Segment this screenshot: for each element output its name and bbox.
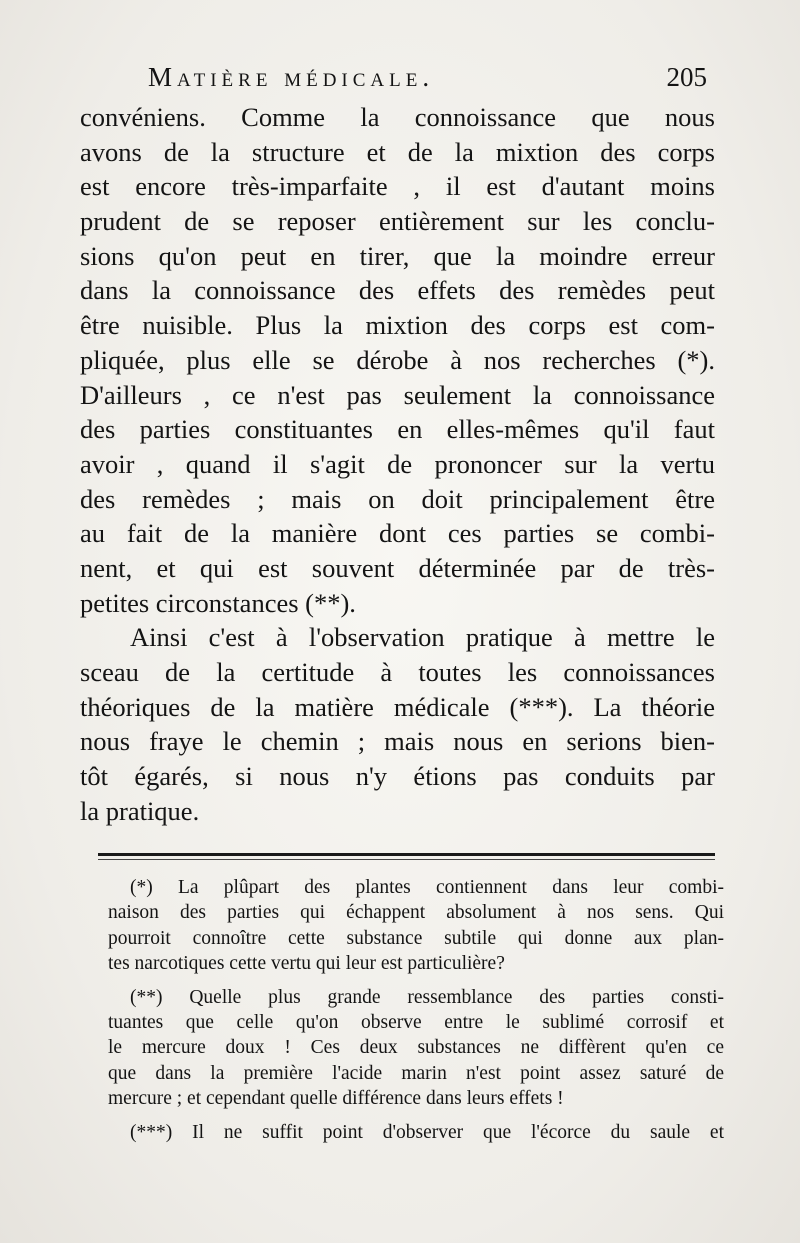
text-line: pliquée, plus elle se dérobe à nos recherches (*).: [80, 344, 715, 375]
footnote-line: (**) Quelle plus grande ressemblance des parties consti-: [130, 986, 724, 1008]
page-number: 205: [666, 62, 707, 92]
text-line: D'ailleurs , ce n'est pas seulement la connoissance: [80, 379, 715, 410]
text-line: convéniens. Comme la connoissance que nous: [80, 102, 715, 132]
text-line: prudent de se reposer entièrement sur les conclu-: [80, 206, 715, 237]
footnote-line: naison des parties qui échappent absolument à nos sens. Qui: [108, 902, 724, 924]
text-line: petites circonstances (**).: [80, 587, 356, 618]
text-line: la pratique.: [80, 795, 200, 826]
text-line: des parties constituantes en elles-mêmes qu'il faut: [80, 414, 715, 445]
footnote-line: mercure ; et cependant quelle différence dans leurs effets !: [108, 1088, 564, 1110]
footnotes: [108, 875, 724, 1145]
footnote-line: tuantes que celle qu'on observe entre le sublimé corrosif et: [108, 1011, 724, 1033]
page-header: [80, 62, 715, 102]
footnote-2: [108, 985, 724, 1112]
footnote-line: le mercure doux ! Ces deux substances ne diffèrent qu'en ce: [108, 1037, 724, 1059]
text-line: au fait de la manière dont ces parties se combi-: [80, 518, 715, 549]
text-line: nent, et qui est souvent déterminée par de très-: [80, 552, 715, 583]
text-line: tôt égarés, si nous n'y étions pas conduits par: [80, 761, 715, 792]
footnote-rule-thin: [98, 859, 715, 860]
running-head: Matière médicale.: [148, 62, 435, 92]
footnote-line: que dans la première l'acide marin n'est point assez saturé de: [108, 1062, 724, 1084]
footnote-rule: [98, 853, 715, 856]
footnote-1: [108, 875, 724, 977]
footnote-3: [108, 1120, 724, 1145]
text-line: avoir , quand il s'agit de prononcer sur la vertu: [80, 448, 715, 479]
footnote-line: (*) La plûpart des plantes contiennent dans leur combi-: [130, 877, 724, 898]
text-line: dans la connoissance des effets des remèdes peut: [80, 275, 715, 306]
text-line: théoriques de la matière médicale (***). La théorie: [80, 691, 715, 722]
text-line: avons de la structure et de la mixtion des corps: [80, 136, 715, 167]
footnote-line: tes narcotiques cette vertu qui leur est particulière?: [108, 953, 505, 975]
text-line: sions qu'on peut en tirer, que la moindre erreur: [80, 240, 715, 271]
footnote-line: pourroit connoître cette substance subtile qui donne aux plan-: [108, 927, 724, 949]
text-line: Ainsi c'est à l'observation pratique à mettre le: [130, 622, 715, 653]
text-line: nous fraye le chemin ; mais nous en serions bien-: [80, 726, 715, 757]
footnote-line: (***) Il ne suffit point d'observer que l'écorce du saule et: [130, 1121, 724, 1143]
main-text: [80, 100, 715, 828]
text-line: est encore très-imparfaite , il est d'autant moins: [80, 171, 715, 202]
text-line: sceau de la certitude à toutes les connoissances: [80, 657, 715, 687]
text-line: des remèdes ; mais on doit principalement être: [80, 483, 715, 514]
text-line: être nuisible. Plus la mixtion des corps est com-: [80, 310, 715, 341]
